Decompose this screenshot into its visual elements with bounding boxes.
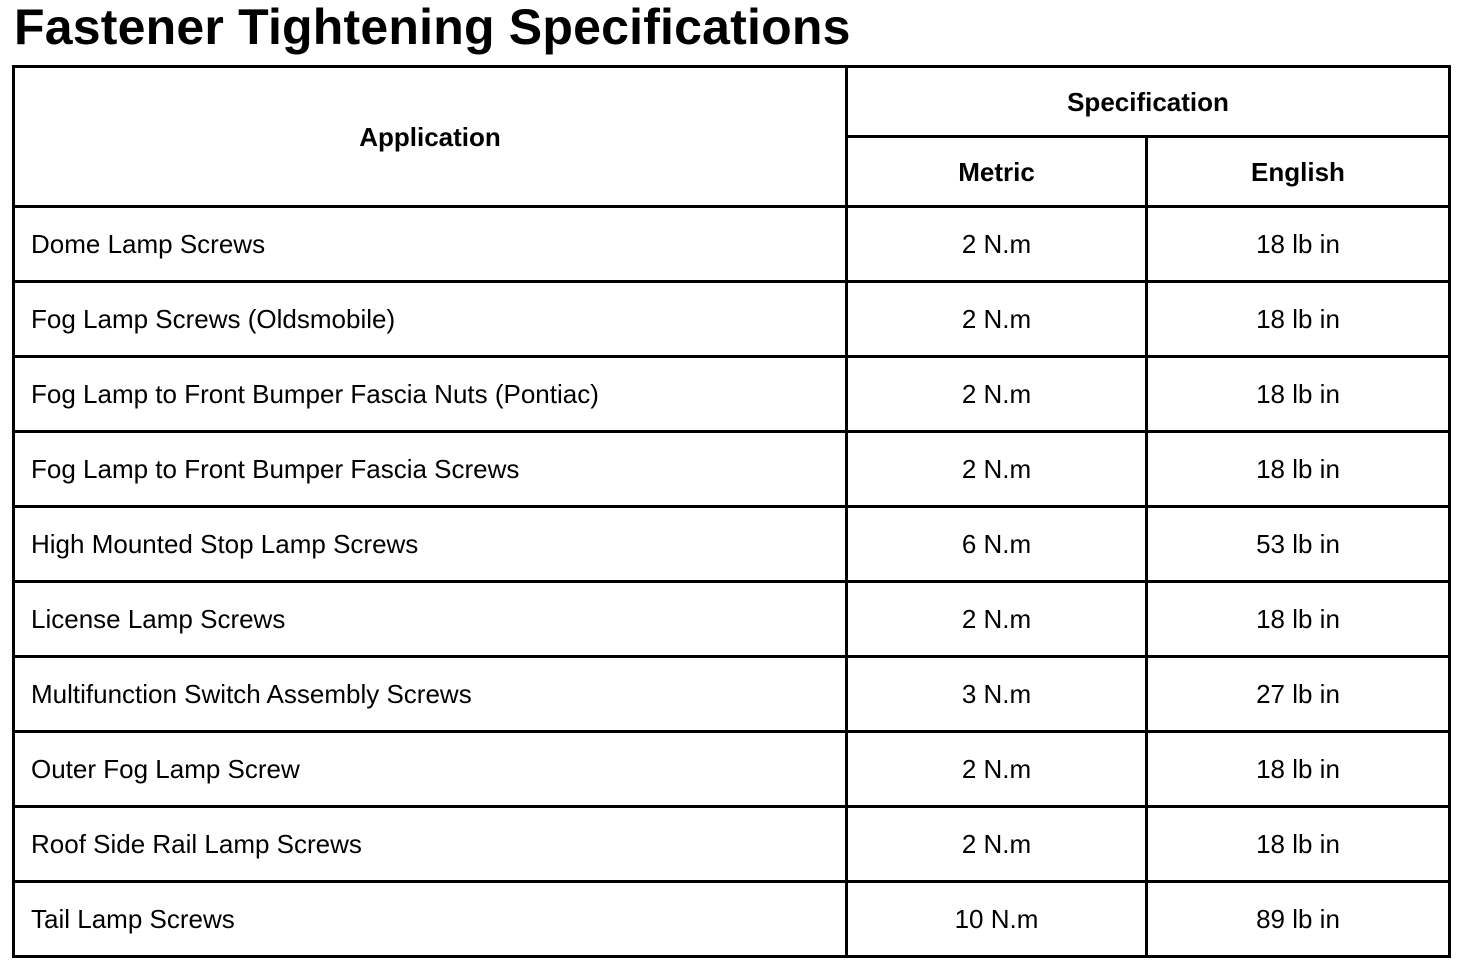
- application-cell: License Lamp Screws: [14, 582, 847, 657]
- application-cell: Multifunction Switch Assembly Screws: [14, 657, 847, 732]
- english-cell: 18 lb in: [1147, 357, 1450, 432]
- table-row: [14, 507, 1450, 582]
- application-cell: Tail Lamp Screws: [14, 882, 847, 957]
- metric-cell: 2 N.m: [847, 582, 1147, 657]
- page-title: Fastener Tightening Specifications: [14, 0, 851, 55]
- header-specification: Specification: [847, 67, 1450, 137]
- metric-cell: 2 N.m: [847, 432, 1147, 507]
- english-cell: 18 lb in: [1147, 582, 1450, 657]
- metric-cell: 10 N.m: [847, 882, 1147, 957]
- table-row: [14, 432, 1450, 507]
- english-cell: 89 lb in: [1147, 882, 1450, 957]
- table-row: [14, 207, 1450, 282]
- table-row: [14, 807, 1450, 882]
- english-cell: 53 lb in: [1147, 507, 1450, 582]
- table-row: [14, 882, 1450, 957]
- metric-cell: 6 N.m: [847, 507, 1147, 582]
- application-cell: Outer Fog Lamp Screw: [14, 732, 847, 807]
- application-cell: Fog Lamp to Front Bumper Fascia Screws: [14, 432, 847, 507]
- header-application: Application: [14, 67, 847, 207]
- header-row-top: [14, 67, 1450, 137]
- table-header: [14, 67, 1450, 207]
- english-cell: 18 lb in: [1147, 807, 1450, 882]
- metric-cell: 2 N.m: [847, 807, 1147, 882]
- application-cell: Dome Lamp Screws: [14, 207, 847, 282]
- application-cell: High Mounted Stop Lamp Screws: [14, 507, 847, 582]
- metric-cell: 3 N.m: [847, 657, 1147, 732]
- fastener-spec-table: [12, 65, 1451, 958]
- table-row: [14, 732, 1450, 807]
- metric-cell: 2 N.m: [847, 282, 1147, 357]
- english-cell: 18 lb in: [1147, 207, 1450, 282]
- table-row: [14, 582, 1450, 657]
- header-metric: Metric: [847, 137, 1147, 207]
- header-english: English: [1147, 137, 1450, 207]
- english-cell: 18 lb in: [1147, 432, 1450, 507]
- metric-cell: 2 N.m: [847, 207, 1147, 282]
- metric-cell: 2 N.m: [847, 357, 1147, 432]
- metric-cell: 2 N.m: [847, 732, 1147, 807]
- english-cell: 18 lb in: [1147, 282, 1450, 357]
- application-cell: Roof Side Rail Lamp Screws: [14, 807, 847, 882]
- table-row: [14, 282, 1450, 357]
- english-cell: 18 lb in: [1147, 732, 1450, 807]
- table-row: [14, 657, 1450, 732]
- application-cell: Fog Lamp to Front Bumper Fascia Nuts (Pontiac): [14, 357, 847, 432]
- table-body: [14, 207, 1450, 957]
- english-cell: 27 lb in: [1147, 657, 1450, 732]
- application-cell: Fog Lamp Screws (Oldsmobile): [14, 282, 847, 357]
- table-row: [14, 357, 1450, 432]
